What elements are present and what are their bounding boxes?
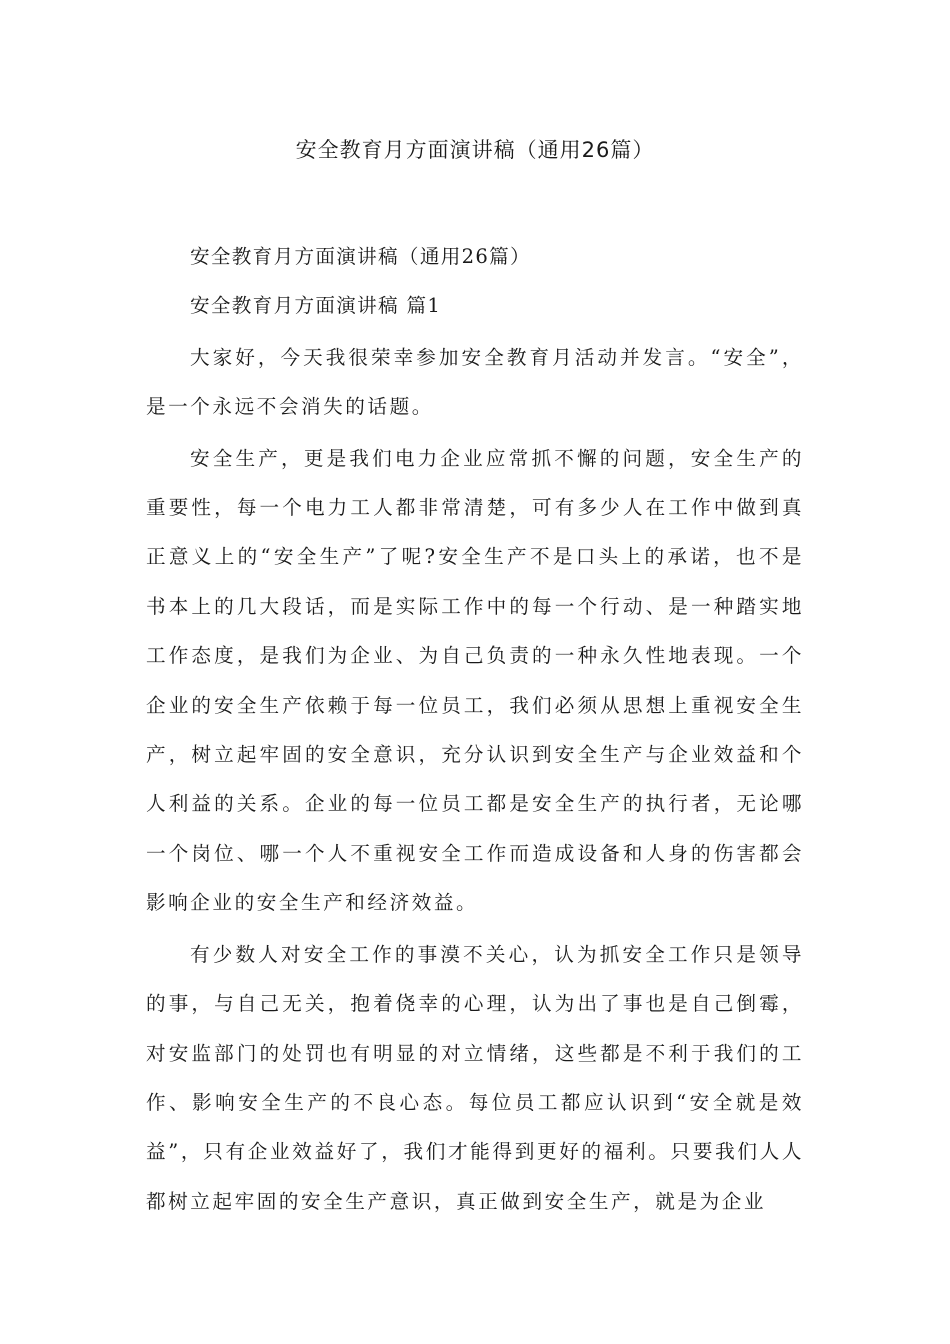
section-heading: 安全教育月方面演讲稿 篇1 xyxy=(190,294,442,318)
paragraph-2: 安全生产，更是我们电力企业应常抓不懈的问题，安全生产的重要性，每一个电力工人都非常清楚，可有多少人在工作中做到真正意义上的“安全生产”了呢?安全生产不是口头上的承诺，也不是书本上的几大段话，而是实际工作中的每一个行动、是一种踏实地工作态度，是我们为企业、为自己负责的一种永久性地表现。一个企业的安全生产依赖于每一位员工，我们必须从思想上重视安全生产，树立起牢固的安全意识，充分认识到安全生产与企业效益和个人利益的关系。企业的每一位员工都是安全生产的执行者，无论哪一个岗位、哪一个人不重视安全工作而造成设备和人身的伤害都会影响企业的安全生产和经济效益。 xyxy=(146,446,804,915)
paragraph-1: 大家好，今天我很荣幸参加安全教育月活动并发言。“安全”，是一个永远不会消失的话题。 xyxy=(146,345,804,419)
document-body xyxy=(146,232,804,1226)
document-subtitle: 安全教育月方面演讲稿（通用26篇） xyxy=(190,245,531,268)
paragraph-3: 有少数人对安全工作的事漠不关心，认为抓安全工作只是领导的事，与自己无关，抱着侥幸的心理，认为出了事也是自己倒霉，对安监部门的处罚也有明显的对立情绪，这些都是不利于我们的工作、影响安全生产的不良心态。每位员工都应认识到“安全就是效益”，只有企业效益好了，我们才能得到更好的福利。只要我们人人都树立起牢固的安全生产意识，真正做到安全生产，就是为企业 xyxy=(146,942,804,1213)
document-title: 安全教育月方面演讲稿（通用26篇） xyxy=(295,138,655,162)
